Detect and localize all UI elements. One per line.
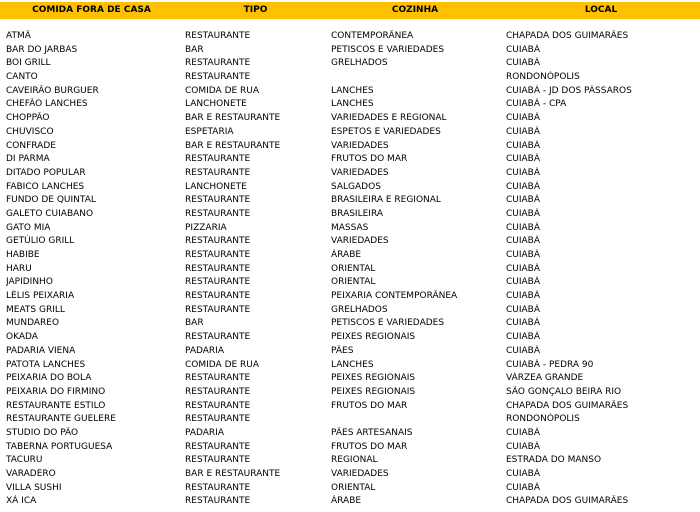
cell-cozinha[interactable]: PEIXES REGIONAIS xyxy=(331,373,416,384)
table-row xyxy=(0,413,700,427)
cell-local[interactable]: CUIABÁ xyxy=(506,113,541,124)
cell-local[interactable]: CUIABÁ - PEDRA 90 xyxy=(506,359,594,370)
cell-comida[interactable]: BOI GRILL xyxy=(6,58,51,69)
cell-comida[interactable]: PEIXARIA DO BOLA xyxy=(6,373,92,384)
cell-cozinha[interactable]: PÃES xyxy=(331,345,354,356)
table-row xyxy=(0,208,700,222)
cell-tipo[interactable]: RESTAURANTE xyxy=(185,373,251,384)
cell-tipo[interactable]: RESTAURANTE xyxy=(185,291,251,302)
table-body xyxy=(0,30,700,509)
column-header-cozinha[interactable]: COZINHA xyxy=(391,5,439,15)
table-row xyxy=(0,482,700,496)
cell-comida[interactable]: CANTO xyxy=(6,72,38,83)
cell-tipo[interactable]: RESTAURANTE xyxy=(185,482,251,493)
cell-tipo[interactable]: RESTAURANTE xyxy=(185,154,251,165)
cell-local[interactable]: CUIABÁ xyxy=(506,44,541,55)
table-row xyxy=(0,304,700,318)
cell-local[interactable]: CUIABÁ xyxy=(506,482,541,493)
cell-local[interactable]: CUIABÁ xyxy=(506,291,541,302)
table-row xyxy=(0,235,700,249)
cell-tipo[interactable]: RESTAURANTE xyxy=(185,386,251,397)
cell-local[interactable]: CUIABÁ xyxy=(506,154,541,165)
cell-local[interactable]: CUIABÁ xyxy=(506,126,541,137)
cell-comida[interactable]: OKADA xyxy=(6,332,38,343)
cell-local[interactable]: CHAPADA DOS GUIMARÃES xyxy=(506,400,629,411)
table-row xyxy=(0,290,700,304)
table-row xyxy=(0,454,700,468)
cell-cozinha[interactable]: FRUTOS DO MAR xyxy=(331,400,408,411)
cell-cozinha[interactable]: FRUTOS DO MAR xyxy=(331,154,408,165)
table-row xyxy=(0,44,700,58)
cell-comida[interactable]: TACURU xyxy=(6,455,43,466)
cell-comida[interactable]: CONFRADE xyxy=(6,140,56,151)
cell-local[interactable]: CUIABÁ xyxy=(506,263,541,274)
cell-cozinha[interactable]: VARIEDADES xyxy=(331,167,389,178)
table-row xyxy=(0,85,700,99)
cell-local[interactable]: CUIABÁ xyxy=(506,318,541,329)
cell-local[interactable]: CHAPADA DOS GUIMARÃES xyxy=(506,31,629,41)
cell-local[interactable]: VÁRZEA GRANDE xyxy=(506,373,584,384)
cell-cozinha[interactable]: ÁRABE xyxy=(331,496,362,507)
cell-comida[interactable]: PEIXARIA DO FIRMINO xyxy=(6,386,106,397)
cell-local[interactable]: CUIABÁ xyxy=(506,181,541,192)
cell-local[interactable]: CUIABÁ xyxy=(506,222,541,233)
table-row xyxy=(0,495,700,509)
cell-local[interactable]: CUIABÁ xyxy=(506,58,541,69)
cell-cozinha[interactable]: REGIONAL xyxy=(331,455,378,466)
cell-cozinha[interactable]: GRELHADOS xyxy=(331,304,388,315)
cell-comida[interactable]: HARU xyxy=(6,263,32,274)
cell-cozinha[interactable]: VARIEDADES xyxy=(331,469,389,479)
table-row xyxy=(0,98,700,112)
cell-comida[interactable]: MUNDAREO xyxy=(6,318,60,329)
table-row xyxy=(0,126,700,140)
cell-cozinha[interactable]: VARIEDADES xyxy=(331,140,389,151)
cell-tipo[interactable]: RESTAURANTE xyxy=(185,236,251,247)
cell-tipo[interactable]: RESTAURANTE xyxy=(185,441,251,452)
cell-local[interactable]: RONDONÓPOLIS xyxy=(506,72,580,83)
cell-local[interactable]: CUIABÁ xyxy=(506,250,541,260)
cell-tipo[interactable]: RESTAURANTE xyxy=(185,250,251,260)
cell-comida[interactable]: CAVEIRÃO BURGUER xyxy=(6,85,99,96)
table-row xyxy=(0,194,700,208)
cell-local[interactable]: CUIABÁ xyxy=(506,304,541,315)
cell-cozinha[interactable]: LANCHES xyxy=(331,99,374,110)
cell-local[interactable]: RONDONÓPOLIS xyxy=(506,414,580,425)
cell-local[interactable]: CUIABÁ xyxy=(506,167,541,178)
cell-tipo[interactable]: RESTAURANTE xyxy=(185,263,251,274)
header-row xyxy=(0,2,700,19)
cell-cozinha[interactable]: ORIENTAL xyxy=(331,263,376,274)
cell-cozinha[interactable]: ORIENTAL xyxy=(331,277,376,288)
table-row xyxy=(0,359,700,373)
cell-cozinha[interactable]: PETISCOS E VARIEDADES xyxy=(331,318,445,329)
table-row xyxy=(0,331,700,345)
cell-comida[interactable]: DI PARMA xyxy=(6,154,50,165)
cell-cozinha[interactable]: PÃES ARTESANAIS xyxy=(331,427,413,438)
cell-tipo[interactable]: RESTAURANTE xyxy=(185,195,251,206)
table-row xyxy=(0,30,700,44)
cell-tipo[interactable]: ESPETARIA xyxy=(185,126,234,137)
column-header-comida[interactable]: COMIDA FORA DE CASA xyxy=(32,5,151,15)
cell-comida[interactable]: VARADERO xyxy=(6,469,56,479)
cell-tipo[interactable]: LANCHONETE xyxy=(185,181,247,192)
cell-cozinha[interactable]: ESPETOS E VARIEDADES xyxy=(331,126,441,137)
cell-comida[interactable]: LÉLIS PEIXARIA xyxy=(6,291,75,302)
cell-tipo[interactable]: RESTAURANTE xyxy=(185,496,251,507)
cell-tipo[interactable]: RESTAURANTE xyxy=(185,31,251,41)
cell-tipo[interactable]: RESTAURANTE xyxy=(185,400,251,411)
cell-tipo[interactable]: RESTAURANTE xyxy=(185,304,251,315)
cell-cozinha[interactable]: PEIXES REGIONAIS xyxy=(331,386,416,397)
cell-comida[interactable]: FUNDO DE QUINTAL xyxy=(6,195,96,206)
cell-local[interactable]: CUIABÁ xyxy=(506,332,541,343)
table-row xyxy=(0,372,700,386)
cell-tipo[interactable]: BAR xyxy=(185,44,204,55)
column-header-tipo[interactable]: TIPO xyxy=(243,5,268,15)
cell-cozinha[interactable]: GRELHADOS xyxy=(331,58,388,69)
cell-local[interactable]: CUIABÁ xyxy=(506,345,541,356)
cell-comida[interactable]: BAR DO JARBAS xyxy=(6,44,78,55)
cell-local[interactable]: CUIABÁ xyxy=(506,236,541,247)
cell-local[interactable]: CUIABÁ xyxy=(506,195,541,206)
cell-tipo[interactable]: COMIDA DE RUA xyxy=(185,359,260,370)
cell-tipo[interactable]: RESTAURANTE xyxy=(185,332,251,343)
cell-comida[interactable]: GATO MIA xyxy=(6,222,51,233)
cell-local[interactable]: CHAPADA DOS GUIMARÃES xyxy=(506,496,629,507)
cell-comida[interactable]: VILLA SUSHI xyxy=(6,482,62,493)
cell-tipo[interactable]: LANCHONETE xyxy=(185,99,247,110)
cell-tipo[interactable]: PADARIA xyxy=(185,345,225,356)
cell-local[interactable]: CUIABÁ xyxy=(506,277,541,288)
cell-cozinha[interactable]: PEIXARIA CONTEMPORÂNEA xyxy=(331,291,458,302)
table-row xyxy=(0,222,700,236)
cell-cozinha[interactable]: ÁRABE xyxy=(331,250,362,260)
table-row xyxy=(0,167,700,181)
cell-cozinha[interactable]: MASSAS xyxy=(331,222,369,233)
cell-tipo[interactable]: BAR E RESTAURANTE xyxy=(185,113,281,124)
cell-local[interactable]: CUIABÁ - CPA xyxy=(506,99,567,110)
cell-local[interactable]: CUIABÁ - JD DOS PÁSSAROS xyxy=(506,85,632,96)
cell-cozinha[interactable]: CONTEMPORÂNEA xyxy=(331,31,414,41)
cell-comida[interactable]: PATOTA LANCHES xyxy=(6,359,86,370)
table-row xyxy=(0,181,700,195)
cell-cozinha[interactable]: PEIXES REGIONAIS xyxy=(331,332,416,343)
cell-local[interactable]: SÃO GONÇALO BEIRA RIO xyxy=(506,386,622,397)
table-row xyxy=(0,153,700,167)
column-header-local[interactable]: LOCAL xyxy=(584,5,618,15)
table-row xyxy=(0,263,700,277)
cell-cozinha[interactable]: VARIEDADES xyxy=(331,236,389,247)
cell-tipo[interactable]: RESTAURANTE xyxy=(185,167,251,178)
cell-cozinha[interactable]: VARIEDADES E REGIONAL xyxy=(331,113,447,124)
table-row xyxy=(0,112,700,126)
cell-tipo[interactable]: COMIDA DE RUA xyxy=(185,85,260,96)
cell-comida[interactable]: XÁ ICA xyxy=(6,496,37,507)
cell-tipo[interactable]: RESTAURANTE xyxy=(185,455,251,466)
cell-tipo[interactable]: RESTAURANTE xyxy=(185,414,251,425)
cell-tipo[interactable]: BAR xyxy=(185,318,204,329)
cell-tipo[interactable]: PADARIA xyxy=(185,427,225,438)
cell-tipo[interactable]: BAR E RESTAURANTE xyxy=(185,469,281,479)
cell-cozinha[interactable]: BRASILEIRA E REGIONAL xyxy=(331,195,441,206)
cell-cozinha[interactable]: ORIENTAL xyxy=(331,482,376,493)
cell-comida[interactable]: MEATS GRILL xyxy=(6,304,65,315)
cell-tipo[interactable]: RESTAURANTE xyxy=(185,277,251,288)
table-row xyxy=(0,400,700,414)
cell-comida[interactable]: TABERNA PORTUGUESA xyxy=(6,441,113,452)
cell-comida[interactable]: GETÚLIO GRILL xyxy=(6,236,75,247)
cell-cozinha[interactable]: LANCHES xyxy=(331,359,374,370)
table-row xyxy=(0,140,700,154)
cell-cozinha[interactable]: PETISCOS E VARIEDADES xyxy=(331,44,445,55)
cell-cozinha[interactable]: BRASILEIRA xyxy=(331,208,383,219)
cell-local[interactable]: CUIABÁ xyxy=(506,441,541,452)
cell-comida[interactable]: FABICO LANCHES xyxy=(6,181,85,192)
cell-tipo[interactable]: BAR E RESTAURANTE xyxy=(185,140,281,151)
table-row xyxy=(0,317,700,331)
cell-comida[interactable]: JAPIDINHO xyxy=(6,277,53,288)
cell-tipo[interactable]: RESTAURANTE xyxy=(185,72,251,83)
cell-tipo[interactable]: PIZZARIA xyxy=(185,222,227,233)
cell-comida[interactable]: RESTAURANTE GUELERE xyxy=(6,414,116,425)
table-row xyxy=(0,386,700,400)
cell-tipo[interactable]: RESTAURANTE xyxy=(185,58,251,69)
table-row xyxy=(0,276,700,290)
cell-local[interactable]: CUIABÁ xyxy=(506,140,541,151)
cell-cozinha[interactable]: SALGADOS xyxy=(331,181,381,192)
cell-comida[interactable]: CHOPPÃO xyxy=(6,113,50,124)
cell-comida[interactable]: CHEFÃO LANCHES xyxy=(6,99,88,110)
cell-comida[interactable]: STUDIO DO PÃO xyxy=(6,427,79,438)
cell-cozinha[interactable]: FRUTOS DO MAR xyxy=(331,441,408,452)
table-row xyxy=(0,249,700,263)
table-row xyxy=(0,71,700,85)
table-row xyxy=(0,468,700,482)
cell-tipo[interactable]: RESTAURANTE xyxy=(185,208,251,219)
cell-local[interactable]: CUIABÁ xyxy=(506,427,541,438)
cell-comida[interactable]: DITADO POPULAR xyxy=(6,167,86,178)
cell-local[interactable]: ESTRADA DO MANSO xyxy=(506,455,602,466)
table-row xyxy=(0,441,700,455)
table-row xyxy=(0,427,700,441)
cell-comida[interactable]: GALETO CUIABANO xyxy=(6,208,94,219)
cell-local[interactable]: CUIABÁ xyxy=(506,208,541,219)
cell-local[interactable]: CUIABÁ xyxy=(506,469,541,479)
cell-cozinha[interactable]: LANCHES xyxy=(331,85,374,96)
cell-comida[interactable]: ATMÃ xyxy=(6,31,31,41)
cell-comida[interactable]: HABIBE xyxy=(6,250,40,260)
table-row xyxy=(0,345,700,359)
cell-comida[interactable]: PADARIA VIENA xyxy=(6,345,76,356)
cell-comida[interactable]: RESTAURANTE ESTILO xyxy=(6,400,106,411)
cell-comida[interactable]: CHUVISCO xyxy=(6,126,54,137)
table-row xyxy=(0,57,700,71)
